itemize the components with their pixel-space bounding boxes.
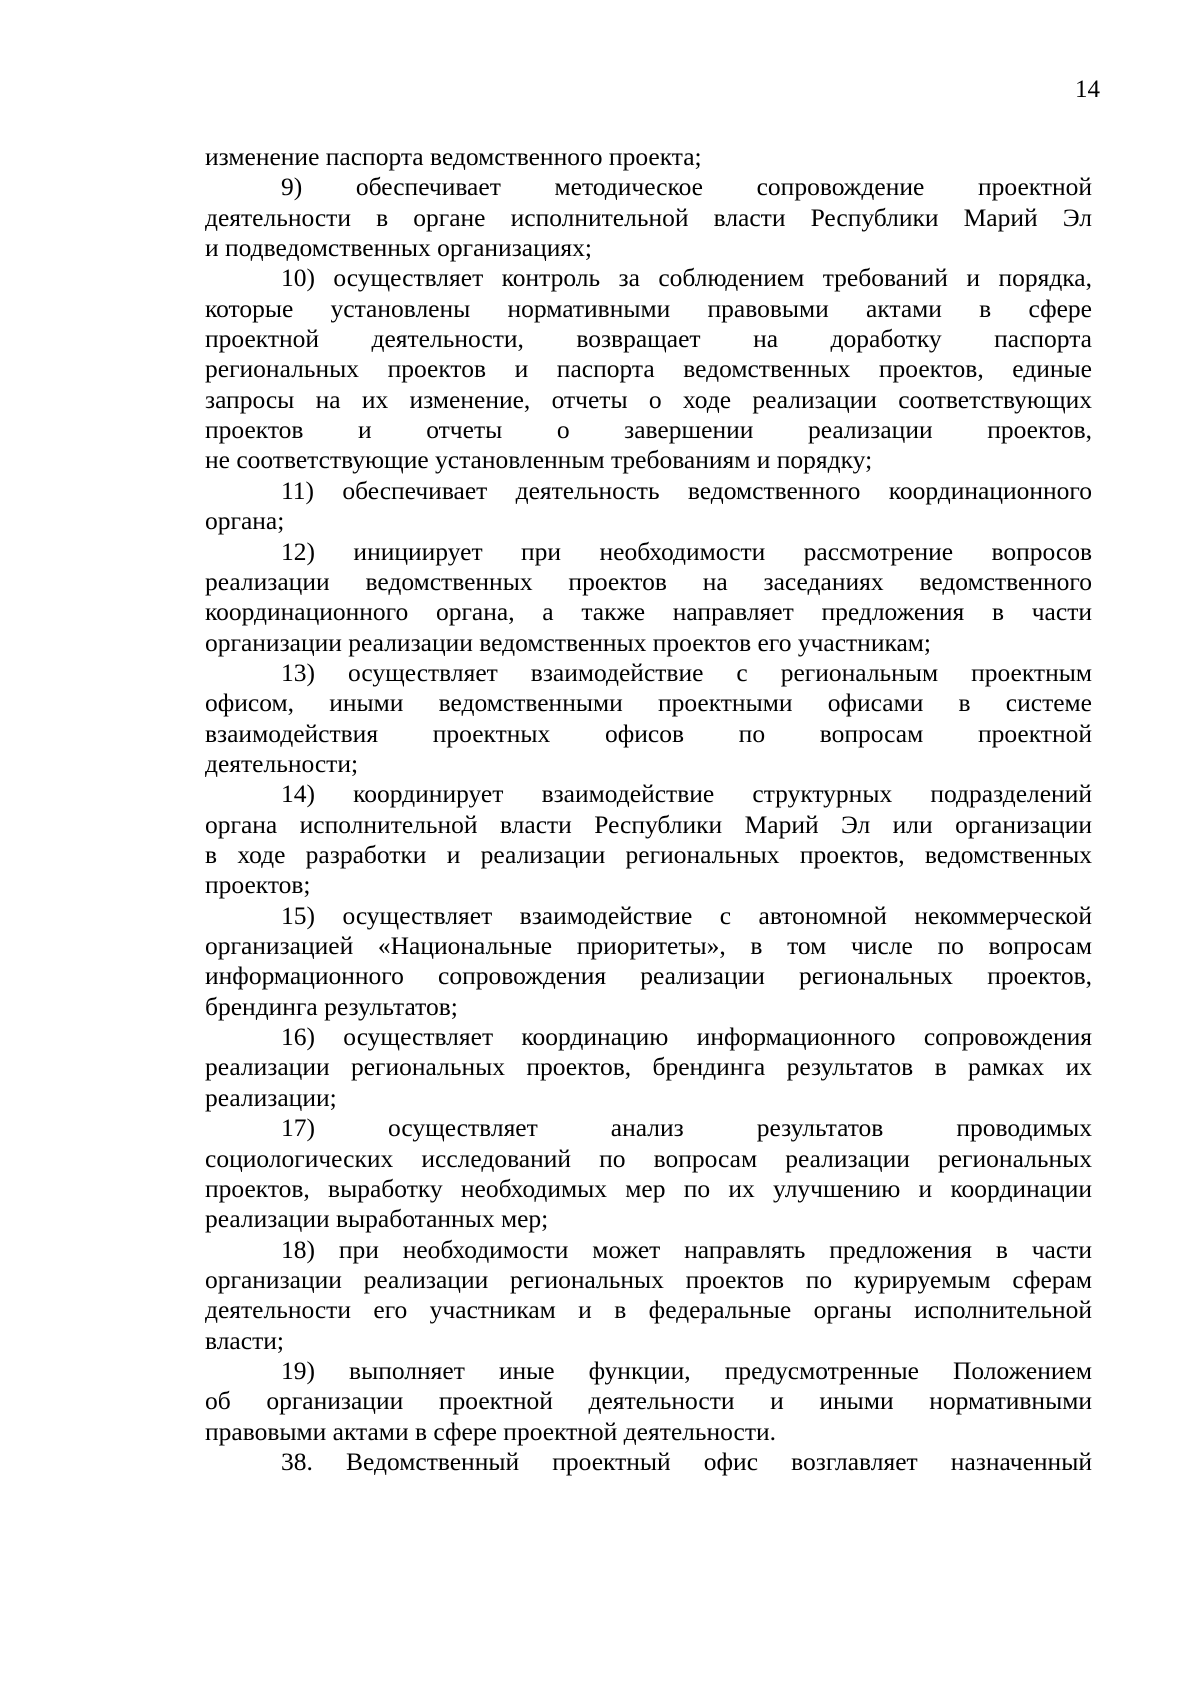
text-line: реализации ведомственных проектов на заседаниях ведомственного — [205, 566, 1092, 596]
text-line: 13) осуществляет взаимодействие с региональным проектным — [281, 657, 1092, 687]
text-line: брендинга результатов; — [205, 991, 458, 1021]
text-line: 38. Ведомственный проектный офис возглавляет назначенный — [281, 1447, 1092, 1477]
paragraph — [205, 142, 1092, 172]
text-line: власти; — [205, 1325, 284, 1355]
text-line: проектной деятельности, возвращает на доработку паспорта — [205, 324, 1092, 354]
page-number: 14 — [1075, 76, 1100, 103]
text-line: организации реализации региональных проектов по курируемым сферам — [205, 1264, 1092, 1294]
paragraph — [205, 537, 1092, 658]
text-line: 10) осуществляет контроль за соблюдением требований и порядка, — [281, 263, 1092, 293]
text-line: проектов; — [205, 870, 311, 900]
text-line: об организации проектной деятельности и иными нормативными — [205, 1386, 1092, 1416]
text-line: органа; — [205, 506, 285, 536]
text-line: деятельности; — [205, 748, 359, 778]
text-line: 19) выполняет иные функции, предусмотренные Положением — [281, 1356, 1092, 1385]
text-line: и подведомственных организациях; — [205, 233, 592, 263]
paragraph — [205, 476, 1092, 537]
paragraph — [205, 779, 1092, 900]
text-line: 15) осуществляет взаимодействие с автономной некоммерческой — [281, 900, 1092, 930]
paragraph — [205, 263, 1092, 475]
text-line: 16) осуществляет координацию информационного сопровождения — [281, 1022, 1092, 1052]
paragraph — [205, 1113, 1092, 1234]
text-line: в ходе разработки и реализации региональных проектов, ведомственных — [205, 840, 1092, 870]
text-line: 11) обеспечивает деятельность ведомственного координационного — [281, 475, 1092, 505]
text-line: изменение паспорта ведомственного проекта; — [205, 142, 702, 171]
text-line: организацией «Национальные приоритеты», в том числе по вопросам — [205, 931, 1092, 961]
text-line: которые установлены нормативными правовыми актами в сфере — [205, 293, 1092, 323]
text-line: 17) осуществляет анализ результатов проводимых — [281, 1113, 1092, 1143]
text-line: социологических исследований по вопросам реализации региональных — [205, 1143, 1092, 1173]
text-line: реализации региональных проектов, брендинга результатов в рамках их — [205, 1052, 1092, 1082]
text-line: проектов и отчеты о завершении реализации проектов, — [205, 415, 1092, 445]
text-line: организации реализации ведомственных проектов его участникам; — [205, 627, 932, 657]
text-line: 12) инициирует при необходимости рассмотрение вопросов — [281, 536, 1092, 566]
text-line: координационного органа, а также направляет предложения в части — [205, 597, 1092, 627]
paragraph — [205, 1235, 1092, 1356]
text-line: деятельности в органе исполнительной власти Республики Марий Эл — [205, 202, 1092, 232]
paragraph — [205, 1447, 1092, 1477]
paragraph — [205, 1356, 1092, 1447]
paragraph — [205, 658, 1092, 779]
paragraph — [205, 1022, 1092, 1113]
paragraph — [205, 901, 1092, 1022]
text-line: информационного сопровождения реализации региональных проектов, — [205, 961, 1092, 991]
text-line: органа исполнительной власти Республики Марий Эл или организации — [205, 809, 1092, 839]
text-line: реализации; — [205, 1082, 337, 1112]
text-line: взаимодействия проектных офисов по вопросам проектной — [205, 718, 1092, 748]
text-line: правовыми актами в сфере проектной деятельности. — [205, 1416, 777, 1446]
text-line: региональных проектов и паспорта ведомственных проектов, единые — [205, 354, 1092, 384]
text-line: запросы на их изменение, отчеты о ходе реализации соответствующих — [205, 384, 1092, 414]
paragraph — [205, 172, 1092, 263]
text-line: 9) обеспечивает методическое сопровождение проектной — [281, 172, 1092, 202]
text-line: деятельности его участникам и в федеральные органы исполнительной — [205, 1295, 1092, 1325]
text-line: 14) координирует взаимодействие структурных подразделений — [281, 779, 1092, 809]
text-line: не соответствующие установленным требованиям и порядку; — [205, 445, 873, 475]
text-line: реализации выработанных мер; — [205, 1204, 549, 1234]
text-line: проектов, выработку необходимых мер по их улучшению и координации — [205, 1173, 1092, 1203]
text-line: офисом, иными ведомственными проектными офисами в системе — [205, 688, 1092, 718]
text-line: 18) при необходимости может направлять предложения в части — [281, 1234, 1092, 1264]
